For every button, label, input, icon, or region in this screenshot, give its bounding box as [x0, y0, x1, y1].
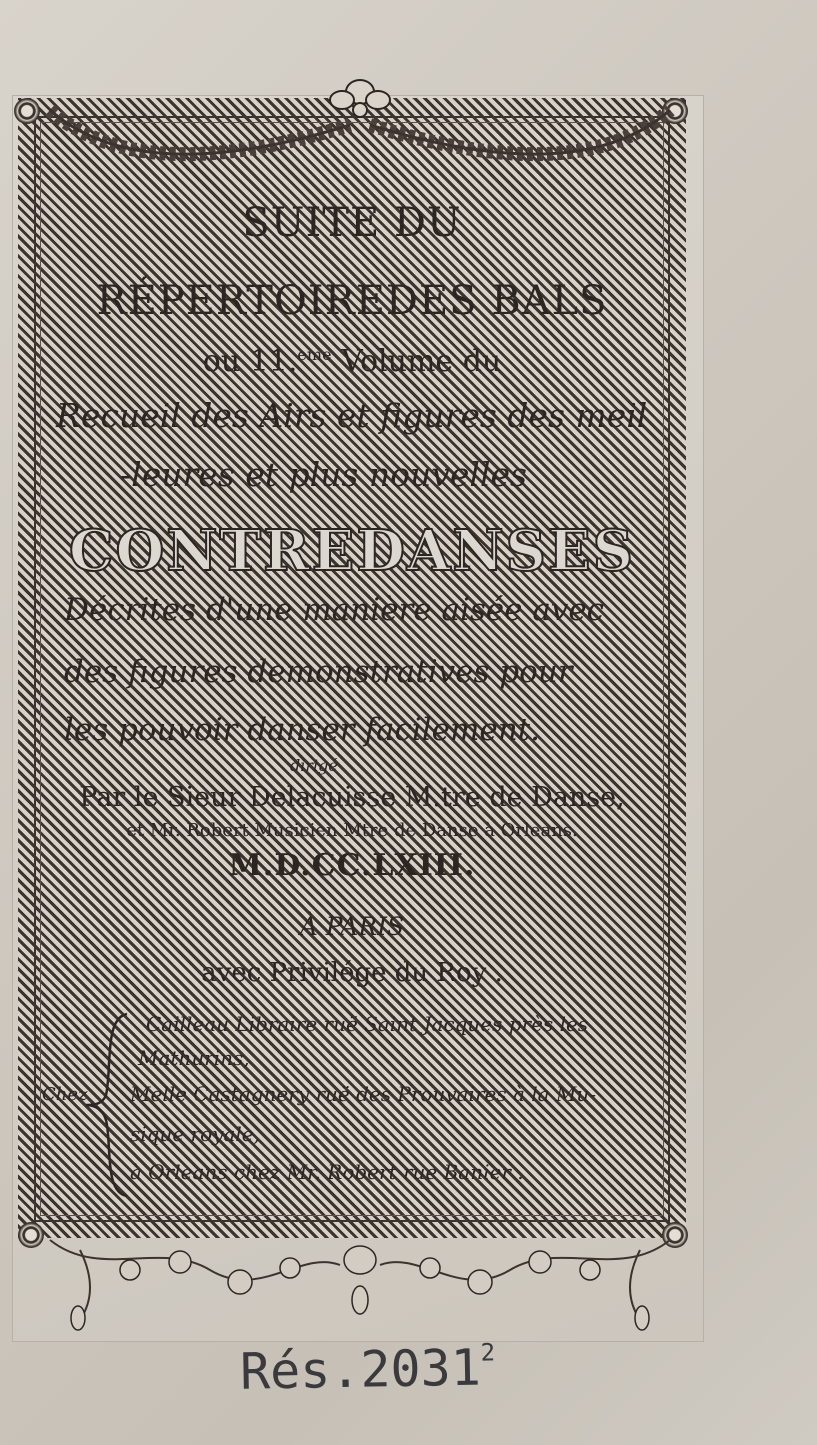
volume-suffix: Volume du [331, 344, 502, 379]
title-line-figures: des figures demonstratives pour [64, 654, 573, 690]
title-line-repertoire: RÉPERTOIREDES BALS [96, 278, 608, 324]
title-line-dirige: dirigé [290, 756, 338, 775]
shelfmark-handwritten [240, 1337, 561, 1401]
title-contredanses: CONTREDANSES [68, 518, 636, 584]
title-line-volume [40, 344, 664, 379]
title-line-recueil: Recueil des Airs et figures des meil [56, 396, 648, 435]
shelfmark-main: Rés.2031 [239, 1338, 482, 1401]
title-line-decrites: Décrites d'une manière aisée avec [64, 592, 605, 628]
volume-superscript: eme [297, 345, 332, 364]
chez-label: Chez [42, 1084, 88, 1105]
author-line: Par le Sieur Delacuisse M.tre de Danse, [79, 782, 625, 813]
seller-line-2: Mathurins, [138, 1046, 250, 1070]
seller-line-1: Cailleau Libraire ruë Saint Jacques près les [146, 1012, 589, 1036]
bottom-floral-ornament [40, 1220, 680, 1335]
coauthor-line: et Mr. Robert Musicien Mtre de Danse à Orleans. [126, 820, 578, 841]
top-garland-ornament [30, 70, 690, 200]
title-line-danser: les pouvoir danser facilement. [64, 712, 540, 748]
volume-prefix: ou 11. [202, 344, 298, 379]
curly-brace [82, 1010, 132, 1200]
privilege-line: avec Privilége du Roy . [201, 958, 503, 988]
shelfmark-superscript: 2 [480, 1338, 496, 1367]
title-line-suite-du: SUITE DU [242, 200, 462, 246]
seller-line-5: à Orleans chez Mr. Robert rue Banier . [130, 1160, 524, 1184]
seller-line-4: sique royale, [130, 1122, 260, 1146]
title-line-meilleures: -leures et plus nouvelles [120, 455, 527, 494]
date-roman: M.D.CC.LXIII. [228, 848, 476, 883]
seller-line-3: Melle Castagnery ruë des Prouvaires à la Mu- [130, 1082, 597, 1106]
place-paris: À PARIS [299, 912, 405, 941]
